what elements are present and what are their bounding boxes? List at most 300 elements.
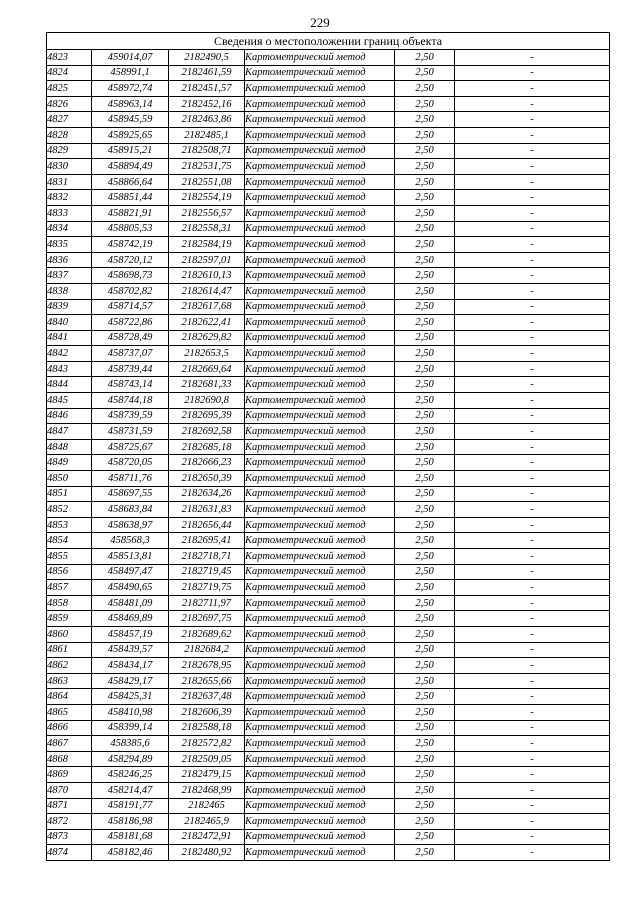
point-number-cell: 4873	[47, 829, 92, 845]
description-cell: -	[455, 642, 610, 658]
x-coordinate-cell: 458743,14	[92, 377, 169, 393]
y-coordinate-cell: 2182472,91	[169, 829, 245, 845]
x-coordinate-cell: 458246,25	[92, 767, 169, 783]
point-number-cell: 4828	[47, 127, 92, 143]
precision-cell: 2,50	[395, 689, 455, 705]
description-cell: -	[455, 143, 610, 159]
y-coordinate-cell: 2182480,92	[169, 845, 245, 861]
table-row	[47, 517, 610, 533]
y-coordinate-cell: 2182558,31	[169, 221, 245, 237]
x-coordinate-cell: 458182,46	[92, 845, 169, 861]
description-cell: -	[455, 782, 610, 798]
method-cell: Картометрический метод	[245, 782, 395, 798]
description-cell: -	[455, 626, 610, 642]
x-coordinate-cell: 458490,65	[92, 580, 169, 596]
point-number-cell: 4827	[47, 112, 92, 128]
table-row	[47, 268, 610, 284]
description-cell: -	[455, 767, 610, 783]
method-cell: Картометрический метод	[245, 689, 395, 705]
point-number-cell: 4852	[47, 502, 92, 518]
precision-cell: 2,50	[395, 829, 455, 845]
table-row	[47, 112, 610, 128]
description-cell: -	[455, 221, 610, 237]
x-coordinate-cell: 458698,73	[92, 268, 169, 284]
method-cell: Картометрический метод	[245, 174, 395, 190]
x-coordinate-cell: 458915,21	[92, 143, 169, 159]
y-coordinate-cell: 2182509,05	[169, 751, 245, 767]
method-cell: Картометрический метод	[245, 533, 395, 549]
table-row	[47, 408, 610, 424]
precision-cell: 2,50	[395, 377, 455, 393]
x-coordinate-cell: 458469,89	[92, 611, 169, 627]
x-coordinate-cell: 458851,44	[92, 190, 169, 206]
description-cell: -	[455, 96, 610, 112]
precision-cell: 2,50	[395, 564, 455, 580]
method-cell: Картометрический метод	[245, 143, 395, 159]
description-cell: -	[455, 564, 610, 580]
y-coordinate-cell: 2182681,33	[169, 377, 245, 393]
point-number-cell: 4844	[47, 377, 92, 393]
table-row	[47, 845, 610, 861]
method-cell: Картометрический метод	[245, 580, 395, 596]
point-number-cell: 4874	[47, 845, 92, 861]
method-cell: Картометрический метод	[245, 299, 395, 315]
point-number-cell: 4834	[47, 221, 92, 237]
method-cell: Картометрический метод	[245, 814, 395, 830]
precision-cell: 2,50	[395, 595, 455, 611]
y-coordinate-cell: 2182622,41	[169, 315, 245, 331]
method-cell: Картометрический метод	[245, 502, 395, 518]
x-coordinate-cell: 458425,31	[92, 689, 169, 705]
y-coordinate-cell: 2182719,75	[169, 580, 245, 596]
description-cell: -	[455, 517, 610, 533]
method-cell: Картометрический метод	[245, 127, 395, 143]
description-cell: -	[455, 315, 610, 331]
point-number-cell: 4856	[47, 564, 92, 580]
x-coordinate-cell: 458214,47	[92, 782, 169, 798]
description-cell: -	[455, 283, 610, 299]
precision-cell: 2,50	[395, 174, 455, 190]
x-coordinate-cell: 458457,19	[92, 626, 169, 642]
point-number-cell: 4849	[47, 455, 92, 471]
method-cell: Картометрический метод	[245, 377, 395, 393]
y-coordinate-cell: 2182719,45	[169, 564, 245, 580]
method-cell: Картометрический метод	[245, 767, 395, 783]
description-cell: -	[455, 829, 610, 845]
table-row	[47, 751, 610, 767]
point-number-cell: 4833	[47, 205, 92, 221]
precision-cell: 2,50	[395, 611, 455, 627]
x-coordinate-cell: 458702,82	[92, 283, 169, 299]
description-cell: -	[455, 205, 610, 221]
x-coordinate-cell: 458720,05	[92, 455, 169, 471]
method-cell: Картометрический метод	[245, 704, 395, 720]
table-row	[47, 252, 610, 268]
point-number-cell: 4831	[47, 174, 92, 190]
table-row	[47, 736, 610, 752]
description-cell: -	[455, 533, 610, 549]
y-coordinate-cell: 2182684,2	[169, 642, 245, 658]
method-cell: Картометрический метод	[245, 252, 395, 268]
description-cell: -	[455, 408, 610, 424]
point-number-cell: 4861	[47, 642, 92, 658]
method-cell: Картометрический метод	[245, 611, 395, 627]
table-row	[47, 377, 610, 393]
description-cell: -	[455, 595, 610, 611]
method-cell: Картометрический метод	[245, 283, 395, 299]
method-cell: Картометрический метод	[245, 96, 395, 112]
point-number-cell: 4846	[47, 408, 92, 424]
x-coordinate-cell: 458972,74	[92, 81, 169, 97]
description-cell: -	[455, 549, 610, 565]
precision-cell: 2,50	[395, 159, 455, 175]
precision-cell: 2,50	[395, 517, 455, 533]
precision-cell: 2,50	[395, 845, 455, 861]
point-number-cell: 4830	[47, 159, 92, 175]
description-cell: -	[455, 268, 610, 284]
precision-cell: 2,50	[395, 720, 455, 736]
method-cell: Картометрический метод	[245, 549, 395, 565]
y-coordinate-cell: 2182468,99	[169, 782, 245, 798]
x-coordinate-cell: 458434,17	[92, 658, 169, 674]
table-row	[47, 658, 610, 674]
precision-cell: 2,50	[395, 549, 455, 565]
y-coordinate-cell: 2182465	[169, 798, 245, 814]
table-row	[47, 330, 610, 346]
precision-cell: 2,50	[395, 346, 455, 362]
method-cell: Картометрический метод	[245, 268, 395, 284]
method-cell: Картометрический метод	[245, 564, 395, 580]
table-header-row	[47, 33, 610, 50]
method-cell: Картометрический метод	[245, 408, 395, 424]
table-row	[47, 361, 610, 377]
point-number-cell: 4872	[47, 814, 92, 830]
point-number-cell: 4863	[47, 673, 92, 689]
description-cell: -	[455, 361, 610, 377]
precision-cell: 2,50	[395, 283, 455, 299]
precision-cell: 2,50	[395, 408, 455, 424]
point-number-cell: 4862	[47, 658, 92, 674]
table-row	[47, 127, 610, 143]
y-coordinate-cell: 2182551,08	[169, 174, 245, 190]
table-row	[47, 65, 610, 81]
method-cell: Картометрический метод	[245, 237, 395, 253]
x-coordinate-cell: 458714,57	[92, 299, 169, 315]
precision-cell: 2,50	[395, 65, 455, 81]
precision-cell: 2,50	[395, 205, 455, 221]
description-cell: -	[455, 174, 610, 190]
description-cell: -	[455, 798, 610, 814]
precision-cell: 2,50	[395, 533, 455, 549]
x-coordinate-cell: 458294,89	[92, 751, 169, 767]
description-cell: -	[455, 486, 610, 502]
precision-cell: 2,50	[395, 127, 455, 143]
table-row	[47, 704, 610, 720]
description-cell: -	[455, 736, 610, 752]
point-number-cell: 4870	[47, 782, 92, 798]
precision-cell: 2,50	[395, 704, 455, 720]
table-row	[47, 455, 610, 471]
y-coordinate-cell: 2182629,82	[169, 330, 245, 346]
description-cell: -	[455, 330, 610, 346]
x-coordinate-cell: 458638,97	[92, 517, 169, 533]
x-coordinate-cell: 458728,49	[92, 330, 169, 346]
precision-cell: 2,50	[395, 814, 455, 830]
x-coordinate-cell: 458497,47	[92, 564, 169, 580]
method-cell: Картометрический метод	[245, 346, 395, 362]
precision-cell: 2,50	[395, 626, 455, 642]
method-cell: Картометрический метод	[245, 751, 395, 767]
table-body	[47, 50, 610, 861]
y-coordinate-cell: 2182653,5	[169, 346, 245, 362]
table-row	[47, 626, 610, 642]
y-coordinate-cell: 2182697,75	[169, 611, 245, 627]
precision-cell: 2,50	[395, 112, 455, 128]
point-number-cell: 4858	[47, 595, 92, 611]
y-coordinate-cell: 2182614,47	[169, 283, 245, 299]
y-coordinate-cell: 2182718,71	[169, 549, 245, 565]
table-row	[47, 81, 610, 97]
method-cell: Картометрический метод	[245, 720, 395, 736]
y-coordinate-cell: 2182463,86	[169, 112, 245, 128]
point-number-cell: 4859	[47, 611, 92, 627]
point-number-cell: 4853	[47, 517, 92, 533]
y-coordinate-cell: 2182606,39	[169, 704, 245, 720]
y-coordinate-cell: 2182637,48	[169, 689, 245, 705]
point-number-cell: 4839	[47, 299, 92, 315]
description-cell: -	[455, 252, 610, 268]
method-cell: Картометрический метод	[245, 486, 395, 502]
description-cell: -	[455, 424, 610, 440]
table-row	[47, 798, 610, 814]
x-coordinate-cell: 458739,59	[92, 408, 169, 424]
x-coordinate-cell: 458439,57	[92, 642, 169, 658]
method-cell: Картометрический метод	[245, 393, 395, 409]
precision-cell: 2,50	[395, 330, 455, 346]
y-coordinate-cell: 2182617,68	[169, 299, 245, 315]
table-row	[47, 673, 610, 689]
x-coordinate-cell: 458191,77	[92, 798, 169, 814]
x-coordinate-cell: 458731,59	[92, 424, 169, 440]
precision-cell: 2,50	[395, 221, 455, 237]
point-number-cell: 4860	[47, 626, 92, 642]
x-coordinate-cell: 458683,84	[92, 502, 169, 518]
table-row	[47, 283, 610, 299]
point-number-cell: 4836	[47, 252, 92, 268]
point-number-cell: 4857	[47, 580, 92, 596]
description-cell: -	[455, 720, 610, 736]
table-row	[47, 393, 610, 409]
precision-cell: 2,50	[395, 471, 455, 487]
table-row	[47, 143, 610, 159]
method-cell: Картометрический метод	[245, 221, 395, 237]
point-number-cell: 4854	[47, 533, 92, 549]
precision-cell: 2,50	[395, 393, 455, 409]
point-number-cell: 4867	[47, 736, 92, 752]
point-number-cell: 4823	[47, 50, 92, 66]
y-coordinate-cell: 2182692,58	[169, 424, 245, 440]
method-cell: Картометрический метод	[245, 330, 395, 346]
description-cell: -	[455, 673, 610, 689]
y-coordinate-cell: 2182655,66	[169, 673, 245, 689]
table-row	[47, 720, 610, 736]
point-number-cell: 4837	[47, 268, 92, 284]
description-cell: -	[455, 439, 610, 455]
table-row	[47, 237, 610, 253]
description-cell: -	[455, 393, 610, 409]
y-coordinate-cell: 2182685,18	[169, 439, 245, 455]
point-number-cell: 4824	[47, 65, 92, 81]
table-row	[47, 315, 610, 331]
point-number-cell: 4842	[47, 346, 92, 362]
y-coordinate-cell: 2182588,18	[169, 720, 245, 736]
precision-cell: 2,50	[395, 486, 455, 502]
x-coordinate-cell: 458739,44	[92, 361, 169, 377]
table-row	[47, 174, 610, 190]
precision-cell: 2,50	[395, 502, 455, 518]
point-number-cell: 4865	[47, 704, 92, 720]
precision-cell: 2,50	[395, 315, 455, 331]
description-cell: -	[455, 814, 610, 830]
y-coordinate-cell: 2182485,1	[169, 127, 245, 143]
description-cell: -	[455, 50, 610, 66]
y-coordinate-cell: 2182690,8	[169, 393, 245, 409]
x-coordinate-cell: 459014,07	[92, 50, 169, 66]
table-row	[47, 486, 610, 502]
y-coordinate-cell: 2182689,62	[169, 626, 245, 642]
precision-cell: 2,50	[395, 782, 455, 798]
point-number-cell: 4841	[47, 330, 92, 346]
method-cell: Картометрический метод	[245, 81, 395, 97]
y-coordinate-cell: 2182531,75	[169, 159, 245, 175]
point-number-cell: 4826	[47, 96, 92, 112]
precision-cell: 2,50	[395, 96, 455, 112]
method-cell: Картометрический метод	[245, 439, 395, 455]
precision-cell: 2,50	[395, 751, 455, 767]
precision-cell: 2,50	[395, 81, 455, 97]
method-cell: Картометрический метод	[245, 736, 395, 752]
precision-cell: 2,50	[395, 143, 455, 159]
y-coordinate-cell: 2182490,5	[169, 50, 245, 66]
point-number-cell: 4871	[47, 798, 92, 814]
method-cell: Картометрический метод	[245, 112, 395, 128]
precision-cell: 2,50	[395, 642, 455, 658]
x-coordinate-cell: 458737,07	[92, 346, 169, 362]
y-coordinate-cell: 2182452,16	[169, 96, 245, 112]
description-cell: -	[455, 237, 610, 253]
table-row	[47, 439, 610, 455]
precision-cell: 2,50	[395, 798, 455, 814]
point-number-cell: 4835	[47, 237, 92, 253]
precision-cell: 2,50	[395, 455, 455, 471]
point-number-cell: 4825	[47, 81, 92, 97]
method-cell: Картометрический метод	[245, 798, 395, 814]
table-row	[47, 471, 610, 487]
method-cell: Картометрический метод	[245, 845, 395, 861]
y-coordinate-cell: 2182465,9	[169, 814, 245, 830]
method-cell: Картометрический метод	[245, 455, 395, 471]
description-cell: -	[455, 346, 610, 362]
precision-cell: 2,50	[395, 252, 455, 268]
description-cell: -	[455, 845, 610, 861]
description-cell: -	[455, 190, 610, 206]
y-coordinate-cell: 2182508,71	[169, 143, 245, 159]
table-row	[47, 96, 610, 112]
method-cell: Картометрический метод	[245, 673, 395, 689]
point-number-cell: 4829	[47, 143, 92, 159]
description-cell: -	[455, 159, 610, 175]
y-coordinate-cell: 2182678,95	[169, 658, 245, 674]
x-coordinate-cell: 458399,14	[92, 720, 169, 736]
table-row	[47, 782, 610, 798]
y-coordinate-cell: 2182669,64	[169, 361, 245, 377]
table-row	[47, 502, 610, 518]
point-number-cell: 4864	[47, 689, 92, 705]
method-cell: Картометрический метод	[245, 626, 395, 642]
y-coordinate-cell: 2182597,01	[169, 252, 245, 268]
point-number-cell: 4840	[47, 315, 92, 331]
x-coordinate-cell: 458711,76	[92, 471, 169, 487]
x-coordinate-cell: 458513,81	[92, 549, 169, 565]
x-coordinate-cell: 458821,91	[92, 205, 169, 221]
x-coordinate-cell: 458568,3	[92, 533, 169, 549]
method-cell: Картометрический метод	[245, 471, 395, 487]
method-cell: Картометрический метод	[245, 424, 395, 440]
description-cell: -	[455, 112, 610, 128]
table-row	[47, 829, 610, 845]
method-cell: Картометрический метод	[245, 205, 395, 221]
y-coordinate-cell: 2182631,83	[169, 502, 245, 518]
x-coordinate-cell: 458385,6	[92, 736, 169, 752]
y-coordinate-cell: 2182479,15	[169, 767, 245, 783]
x-coordinate-cell: 458945,59	[92, 112, 169, 128]
description-cell: -	[455, 704, 610, 720]
y-coordinate-cell: 2182554,19	[169, 190, 245, 206]
table-row	[47, 424, 610, 440]
point-number-cell: 4832	[47, 190, 92, 206]
y-coordinate-cell: 2182695,39	[169, 408, 245, 424]
y-coordinate-cell: 2182610,13	[169, 268, 245, 284]
x-coordinate-cell: 458186,98	[92, 814, 169, 830]
y-coordinate-cell: 2182556,57	[169, 205, 245, 221]
table-row	[47, 642, 610, 658]
x-coordinate-cell: 458894,49	[92, 159, 169, 175]
precision-cell: 2,50	[395, 361, 455, 377]
table-row	[47, 814, 610, 830]
x-coordinate-cell: 458181,68	[92, 829, 169, 845]
description-cell: -	[455, 81, 610, 97]
point-number-cell: 4847	[47, 424, 92, 440]
method-cell: Картометрический метод	[245, 642, 395, 658]
description-cell: -	[455, 455, 610, 471]
x-coordinate-cell: 458866,64	[92, 174, 169, 190]
method-cell: Картометрический метод	[245, 595, 395, 611]
table-row	[47, 549, 610, 565]
description-cell: -	[455, 377, 610, 393]
y-coordinate-cell: 2182461,59	[169, 65, 245, 81]
precision-cell: 2,50	[395, 190, 455, 206]
precision-cell: 2,50	[395, 580, 455, 596]
boundary-coordinates-table	[46, 32, 610, 861]
point-number-cell: 4868	[47, 751, 92, 767]
y-coordinate-cell: 2182572,82	[169, 736, 245, 752]
y-coordinate-cell: 2182695,41	[169, 533, 245, 549]
x-coordinate-cell: 458725,67	[92, 439, 169, 455]
table-row	[47, 564, 610, 580]
method-cell: Картометрический метод	[245, 315, 395, 331]
point-number-cell: 4855	[47, 549, 92, 565]
precision-cell: 2,50	[395, 424, 455, 440]
